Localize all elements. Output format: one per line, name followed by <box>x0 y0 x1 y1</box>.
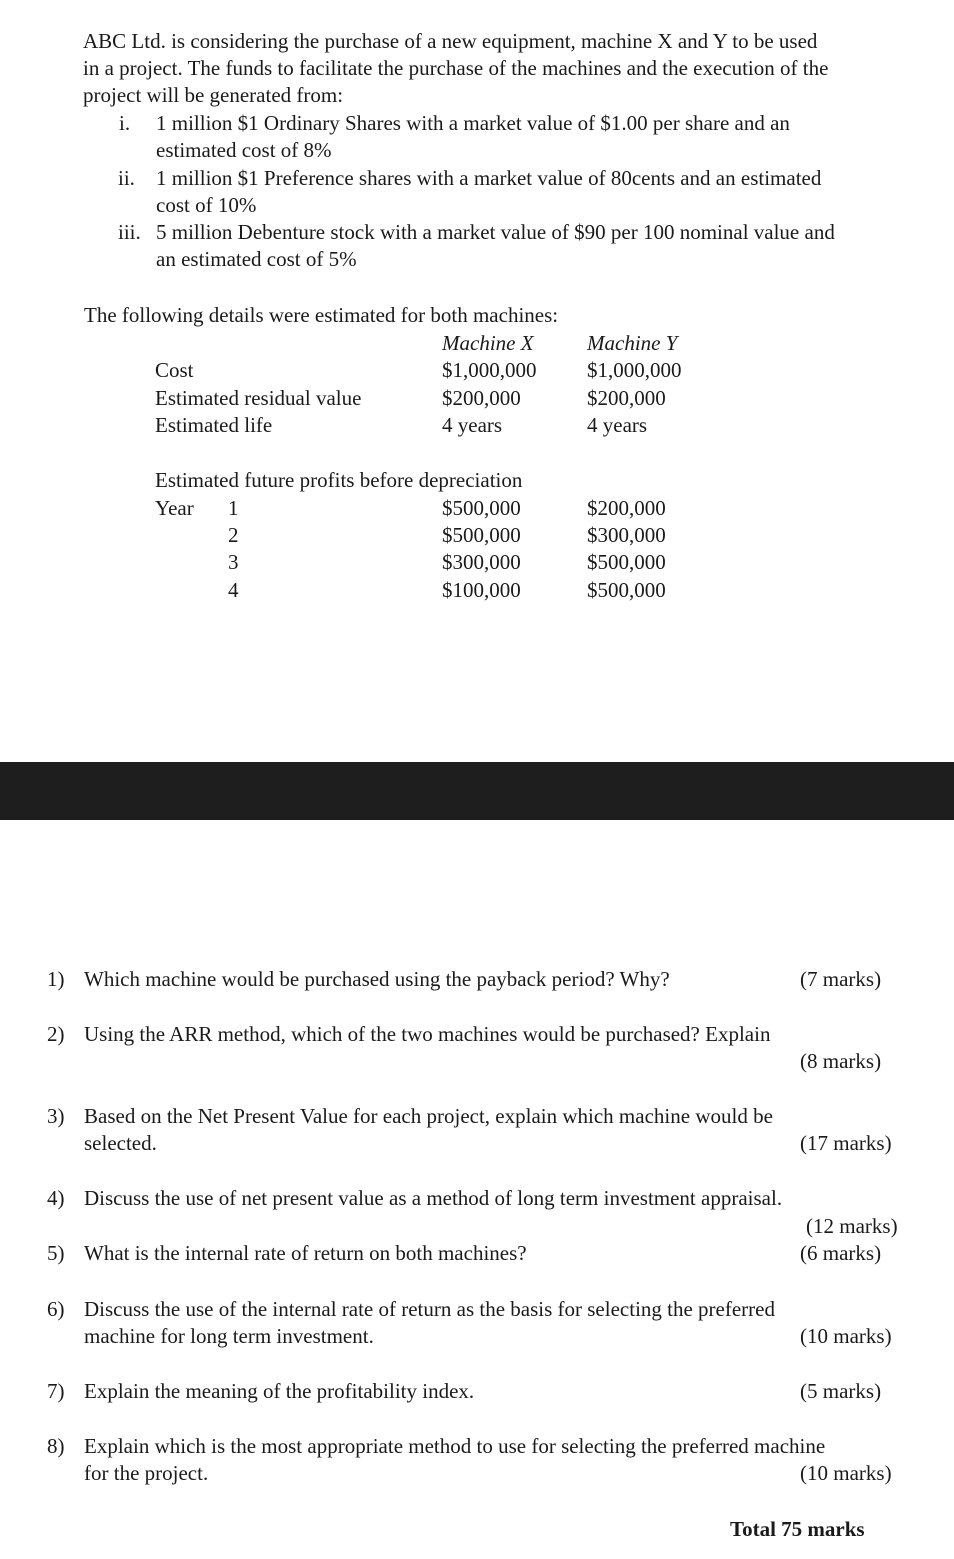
intro-line-1: ABC Ltd. is considering the purchase of a new equipment, machine X and Y to be used <box>83 29 818 53</box>
source-line: 1 million $1 Preference shares with a market value of 80cents and an estimated <box>156 166 822 190</box>
question-number: 2) <box>47 1022 65 1046</box>
details-heading: The following details were estimated for both machines: <box>84 303 559 327</box>
machine-y-profit: $500,000 <box>587 550 666 574</box>
question-marks: (8 marks) <box>800 1049 882 1073</box>
row-label: Cost <box>155 358 194 382</box>
source-line: an estimated cost of 5% <box>156 247 357 271</box>
machine-x-profit: $300,000 <box>442 550 521 574</box>
question-text: Discuss the use of net present value as a method of long term investment appraisal. <box>84 1186 783 1210</box>
source-line: 5 million Debenture stock with a market value of $90 per 100 nominal value and <box>156 220 835 244</box>
total-marks: Total 75 marks <box>730 1517 865 1541</box>
question-text: Based on the Net Present Value for each project, explain which machine would be <box>84 1104 773 1128</box>
source-line: estimated cost of 8% <box>156 138 332 162</box>
machine-y-value: 4 years <box>587 413 648 437</box>
question-marks: (6 marks) <box>800 1241 882 1265</box>
machine-x-profit: $100,000 <box>442 578 521 602</box>
question-text: Explain the meaning of the profitability index. <box>84 1379 475 1403</box>
question-number: 1) <box>47 967 65 991</box>
question-text: for the project. <box>84 1461 209 1485</box>
column-header-machine-y: Machine Y <box>587 331 678 355</box>
year-number: 4 <box>228 578 239 602</box>
intro-line-2: in a project. The funds to facilitate the purchase of the machines and the execution of the <box>83 56 829 80</box>
question-number: 6) <box>47 1297 65 1321</box>
source-line: 1 million $1 Ordinary Shares with a market value of $1.00 per share and an <box>156 111 790 135</box>
year-number: 3 <box>228 550 239 574</box>
question-marks: (10 marks) <box>800 1324 892 1348</box>
question-text: Which machine would be purchased using the payback period? Why? <box>84 967 670 991</box>
question-number: 4) <box>47 1186 65 1210</box>
question-text: Explain which is the most appropriate method to use for selecting the preferred machine <box>84 1434 826 1458</box>
question-text: selected. <box>84 1131 157 1155</box>
question-text: Using the ARR method, which of the two machines would be purchased? Explain <box>84 1022 771 1046</box>
question-number: 5) <box>47 1241 65 1265</box>
source-number: iii. <box>118 220 141 244</box>
machine-y-profit: $300,000 <box>587 523 666 547</box>
question-number: 7) <box>47 1379 65 1403</box>
question-marks: (5 marks) <box>800 1379 882 1403</box>
machine-y-profit: $200,000 <box>587 496 666 520</box>
question-number: 8) <box>47 1434 65 1458</box>
row-label: Estimated residual value <box>155 386 362 410</box>
machine-x-value: 4 years <box>442 413 503 437</box>
profits-heading: Estimated future profits before depreciation <box>155 468 523 492</box>
source-number: i. <box>119 111 131 135</box>
column-header-machine-x: Machine X <box>442 331 534 355</box>
year-number: 2 <box>228 523 239 547</box>
question-text: Discuss the use of the internal rate of return as the basis for selecting the preferred <box>84 1297 775 1321</box>
question-marks: (12 marks) <box>806 1214 898 1238</box>
question-text: What is the internal rate of return on both machines? <box>84 1241 527 1265</box>
year-number: 1 <box>228 496 239 520</box>
year-label: Year <box>155 496 194 520</box>
machine-x-profit: $500,000 <box>442 523 521 547</box>
intro-line-3: project will be generated from: <box>83 83 344 107</box>
question-number: 3) <box>47 1104 65 1128</box>
source-number: ii. <box>118 166 135 190</box>
row-label: Estimated life <box>155 413 273 437</box>
source-line: cost of 10% <box>156 193 257 217</box>
machine-x-value: $200,000 <box>442 386 521 410</box>
machine-x-value: $1,000,000 <box>442 358 537 382</box>
machine-y-value: $1,000,000 <box>587 358 682 382</box>
question-marks: (10 marks) <box>800 1461 892 1485</box>
question-marks: (7 marks) <box>800 967 882 991</box>
machine-x-profit: $500,000 <box>442 496 521 520</box>
question-marks: (17 marks) <box>800 1131 892 1155</box>
page-divider-band <box>0 762 954 820</box>
machine-y-value: $200,000 <box>587 386 666 410</box>
machine-y-profit: $500,000 <box>587 578 666 602</box>
question-text: machine for long term investment. <box>84 1324 374 1348</box>
